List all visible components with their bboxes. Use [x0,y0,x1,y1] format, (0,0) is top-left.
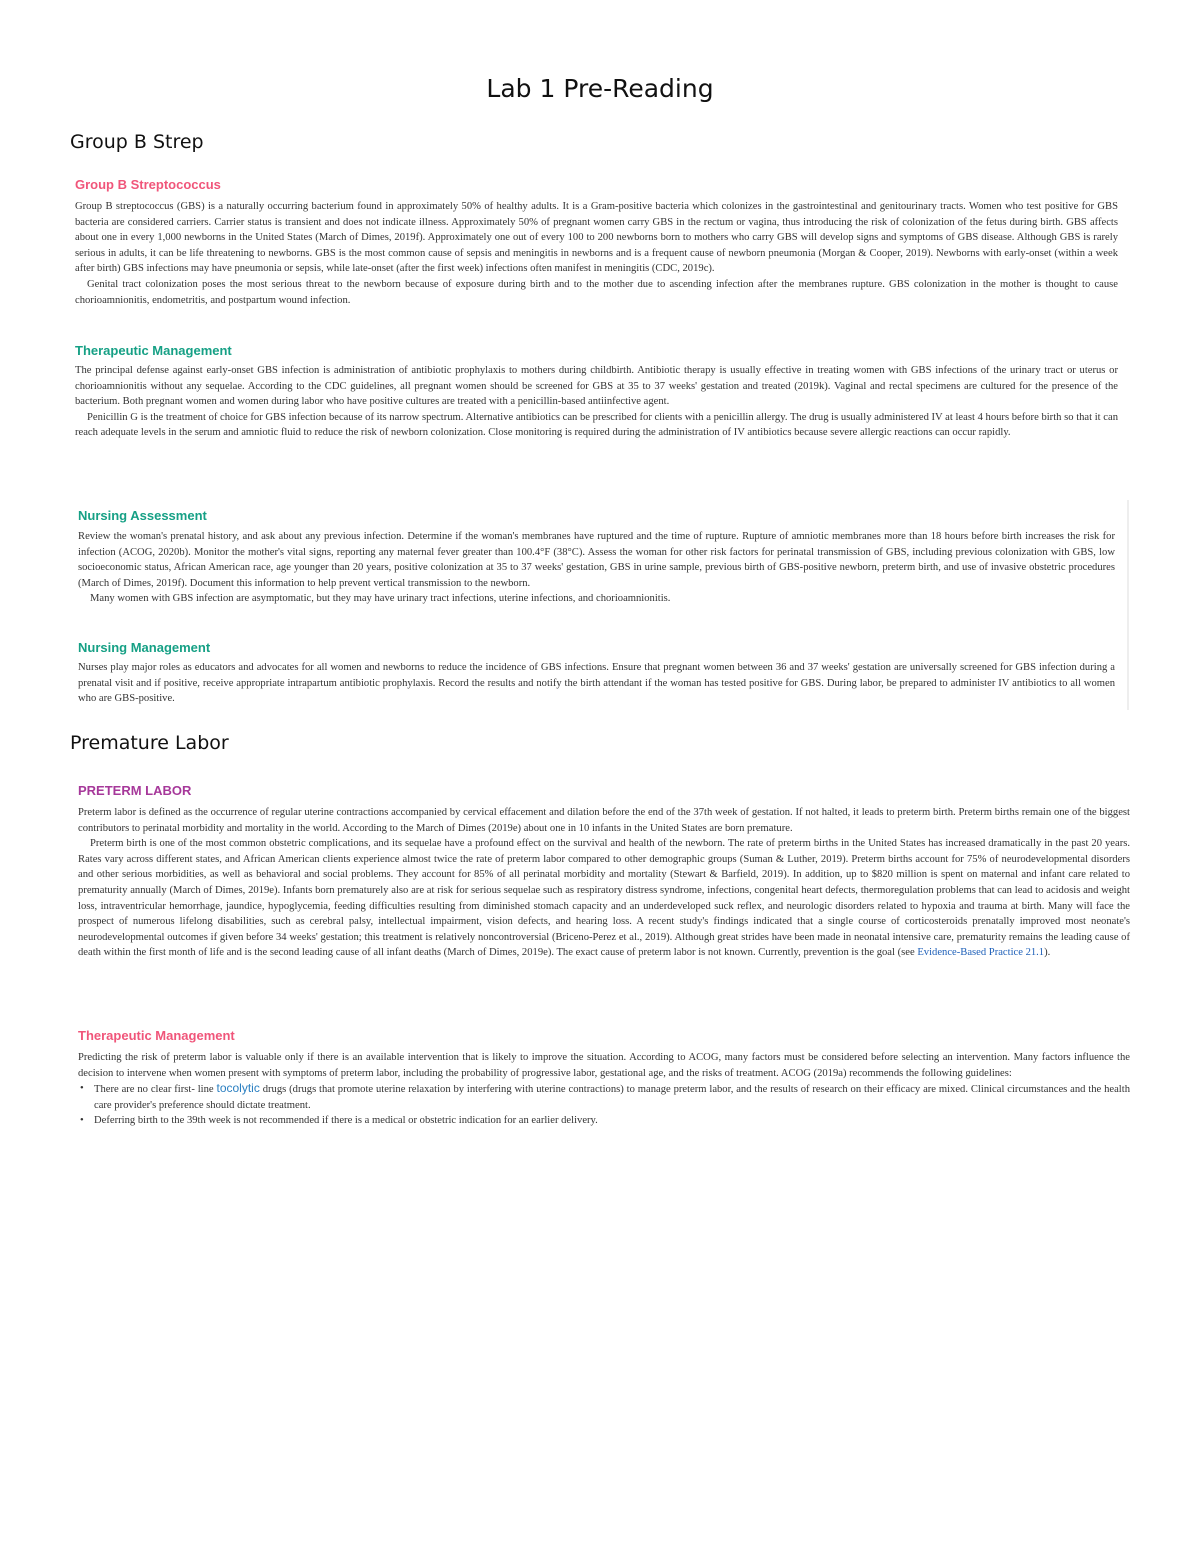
preterm-labor-body [78,805,1130,961]
page-title: Lab 1 Pre-Reading [486,74,714,103]
tocolytic-term[interactable]: tocolytic [216,1081,260,1096]
section-heading-group-b-strep: Group B Strep [70,131,204,153]
guideline-item-1 [94,1081,1130,1113]
evidence-based-practice-link[interactable]: Evidence-Based Practice 21.1 [917,947,1045,959]
subheading-nursing-management: Nursing Management [78,640,211,655]
preterm-therapeutic-paragraph-1: Predicting the risk of preterm labor is valuable only if there is an available intervention that is likely to improve the situation. According to ACOG, many factors must be considered before selecting an intervention. Many factors influence the decision to intervene when women present with symptoms of preterm labor, including the probability of progressive labor, gestational age, and the risks of treatment. ACOG (2019a) recommends the following guidelines: [78,1052,1130,1079]
subheading-therapeutic-management-preterm: Therapeutic Management [78,1028,235,1043]
preterm-paragraph-2-end: ). [1044,947,1051,959]
nursing-assessment-body [78,529,1115,607]
nursing-management-paragraph-1: Nurses play major roles as educators and advocates for all women and newborns to reduce the incidence of GBS infections. Ensure that pregnant women between 36 and 37 weeks' gestation are universally screened for GBS infection during a prenatal visit and if positive, receive appropriate intrapartum antibiotic prophylaxis. Record the results and notify the birth attendant if the woman has tested positive for GBS. During labor, be prepared to administer IV antibiotics to all women who are GBS-positive. [78,662,1115,705]
guideline-1-pre: There are no clear first- line [94,1084,214,1096]
preterm-therapeutic-body [78,1050,1130,1129]
subheading-group-b-streptococcus: Group B Streptococcus [75,177,221,192]
gbs-therapeutic-body [75,363,1118,441]
guidelines-list [78,1081,1130,1129]
section-heading-premature-labor: Premature Labor [70,732,229,754]
preterm-paragraph-2-text: Preterm birth is one of the most common obstetric complications, and its sequelae have a profound effect on the survival and health of the newborn. The rate of preterm births in the United States has increased dramatically in the past 20 years. Rates vary across different states, and African American clients experience almost twice the rate of preterm labor compared to other demographic groups (Suman & Luther, 2019). Preterm births account for 75% of neurodevelopmental disorders and other serious morbidities, as well as behavioral and social problems. They account for 85% of all perinatal morbidity and mortality (Stewart & Barfield, 2019). In addition, up to $820 million is spent on maternal and infant care related to prematurity annually (March of Dimes, 2019e). Infants born prematurely also are at risk for serious sequelae such as respiratory distress syndrome, infections, congenital heart defects, thermoregulation problems that can lead to acidosis and weight loss, intraventricular hemorrhage, jaundice, hypoglycemia, feeding difficulties resulting from diminished stomach capacity and an underdeveloped suck reflex, and neurologic disorders related to hypoxia and trauma at birth. Many will face the prospect of numerous lifelong disabilities, such as cerebral palsy, intellectual impairment, vision defects, and hearing loss. A recent study's findings indicated that a single course of corticosteroids prenatally improved most neonate's neurodevelopmental outcomes if given before 34 weeks' gestation; this treatment is relatively noncontroversial (Briceno-Perez et al., 2019). Although great strides have been made in neonatal intensive care, prematurity remains the leading cause of death within the first month of life and is the second leading cause of all infant deaths (March of Dimes, 2019e). The exact cause of preterm labor is not known. Currently, prevention is the goal (see [78,838,1130,959]
nursing-assessment-paragraph-1: Review the woman's prenatal history, and ask about any previous infection. Determine if the woman's membranes have ruptured and the time of rupture. Rupture of amniotic membranes more than 18 hours before birth increases the risk for infection (ACOG, 2020b). Monitor the mother's vital signs, reporting any maternal fever greater than 100.4°F (38°C). Assess the woman for other risk factors for perinatal transmission of GBS, including previous colonization with GBS, low socioeconomic status, African American race, age younger than 20 years, positive colonization at 35 to 37 weeks' gestation, GBS in urine sample, previous birth of GBS-positive newborn, preterm birth, and use of invasive obstetric procedures (March of Dimes, 2019f). Document this information to help prevent vertical transmission to the newborn. [78,531,1115,589]
gbs-therapeutic-paragraph-1: The principal defense against early-onset GBS infection is administration of antibiotic prophylaxis to mothers during childbirth. Antibiotic therapy is usually effective in treating women with GBS infections of the urinary tract or uterus or chorioamnionitis without any sequelae. According to the CDC guidelines, all pregnant women should be screened for GBS at 35 to 37 weeks' gestation and treated (2019k). Vaginal and rectal specimens are cultured for the presence of the bacterium. Both pregnant women and women during labor who have positive cultures are treated with a penicillin-based antiinfective agent. [75,365,1118,408]
guideline-1-post: drugs (drugs that promote uterine relaxation by interfering with uterine contractions) to manage preterm labor, and the results of research on their efficacy are mixed. Clinical circumstances and the health care provider's preference should dictate treatment. [94,1084,1130,1111]
preterm-paragraph-2 [78,836,1130,961]
gbs-body [75,199,1118,308]
subheading-therapeutic-management-gbs: Therapeutic Management [75,343,232,358]
nursing-management-body [78,660,1115,707]
column-divider [1127,500,1129,710]
nursing-assessment-paragraph-2: Many women with GBS infection are asymptomatic, but they may have urinary tract infections, uterine infections, and chorioamnionitis. [90,593,671,605]
gbs-paragraph-1: Group B streptococcus (GBS) is a naturally occurring bacterium found in approximately 50% of healthy adults. It is a Gram-positive bacteria which colonizes in the gastrointestinal and genitourinary tracts. Women who test positive for GBS bacteria are considered carriers. Carrier status is transient and does not indicate illness. Approximately 50% of pregnant women carry GBS in the rectum or vagina, thus introducing the risk of colonization of the fetus during birth. GBS affects about one in every 1,000 newborns in the United States (March of Dimes, 2019f). Approximately one out of every 100 to 200 newborns born to mothers who carry GBS will develop signs and symptoms of GBS disease. Although GBS is rarely serious in adults, it can be life threatening to newborns. GBS is the most common cause of sepsis and meningitis in newborns and is a frequent cause of newborn pneumonia (Morgan & Cooper, 2019). Newborns with early-onset (within a week after birth) GBS infections may have pneumonia or sepsis, while late-onset (after the first week) infections often manifest in meningitis (CDC, 2019c). [75,201,1118,275]
guideline-item-2: • Deferring birth to the 39th week is not recommended if there is a medical or obstetric indication for an earlier delivery. [94,1113,1130,1129]
preterm-paragraph-1: Preterm labor is defined as the occurrence of regular uterine contractions accompanied by cervical effacement and dilation before the end of the 37th week of gestation. If not halted, it leads to preterm birth. Preterm births remain one of the biggest contributors to perinatal morbidity and mortality in the world. According to the March of Dimes (2019e) about one in 10 infants in the United States are born premature. [78,807,1130,834]
gbs-therapeutic-paragraph-2: Penicillin G is the treatment of choice for GBS infection because of its narrow spectrum. Alternative antibiotics can be prescribed for clients with a penicillin allergy. The drug is usually administered IV at least 4 hours before birth so that it can reach adequate levels in the serum and amniotic fluid to reduce the risk of newborn colonization. Close monitoring is required during the administration of IV antibiotics because severe allergic reactions can occur rapidly. [75,411,1118,439]
subheading-preterm-labor: PRETERM LABOR [78,783,192,798]
subheading-nursing-assessment: Nursing Assessment [78,508,207,523]
gbs-paragraph-2: Genital tract colonization poses the most serious threat to the newborn because of exposure during birth and to the mother due to ascending infection after the membranes rupture. GBS colonization in the mother is thought to cause chorioamnionitis, endometritis, and postpartum wound infection. [75,278,1118,306]
